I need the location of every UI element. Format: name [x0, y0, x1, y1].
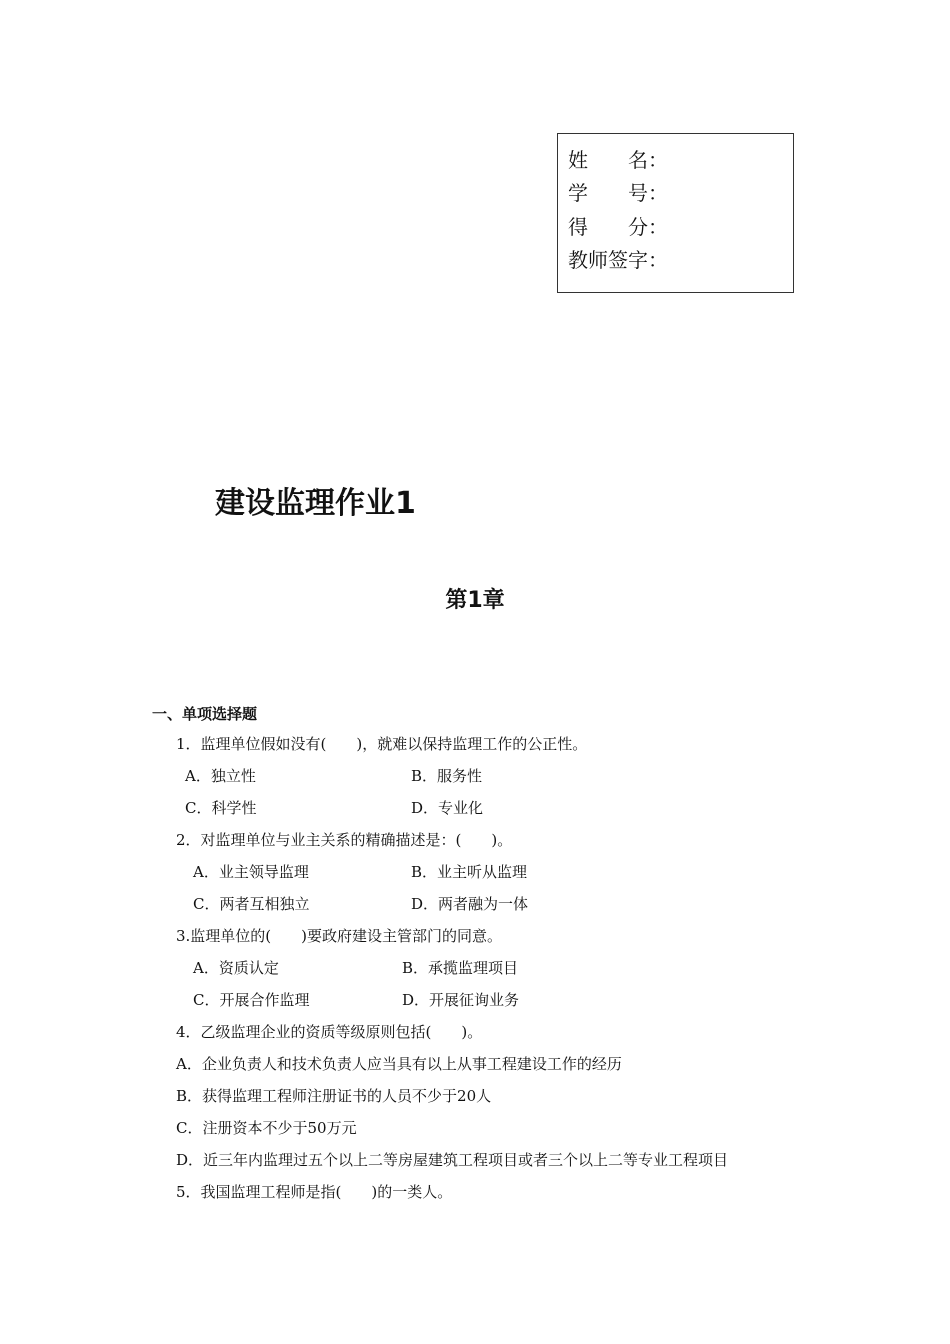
question-3-option-d: D．开展征询业务: [402, 991, 520, 1009]
question-2-option-b: B．业主听从监理: [411, 863, 528, 881]
name-label: 姓 名：: [568, 148, 668, 172]
score-label: 得 分：: [568, 215, 668, 239]
question-1-option-c: C．科学性: [185, 799, 257, 817]
question-2-option-a: A．业主领导监理: [193, 863, 309, 881]
question-3-option-c: C．开展合作监理: [193, 991, 310, 1009]
question-4-stem: 4．乙级监理企业的资质等级原则包括( )。: [176, 1023, 483, 1041]
question-3-option-a: A．资质认定: [193, 959, 279, 977]
question-2-stem: 2．对监理单位与业主关系的精确描述是：( )。: [176, 831, 513, 849]
student-id-label: 学 号：: [568, 181, 668, 205]
question-4-option-c: C．注册资本不少于50万元: [176, 1119, 357, 1137]
question-1-option-d: D．专业化: [411, 799, 484, 817]
question-2-option-d: D．两者融为一体: [411, 895, 529, 913]
question-4-option-d: D．近三年内监理过五个以上二等房屋建筑工程项目或者三个以上二等专业工程项目: [176, 1151, 729, 1169]
teacher-signature-label: 教师签字：: [568, 248, 668, 272]
question-3-option-b: B．承揽监理项目: [402, 959, 519, 977]
question-1-option-b: B．服务性: [411, 767, 483, 785]
question-1-stem: 1．监理单位假如没有( )，就难以保持监理工作的公正性。: [176, 735, 588, 753]
question-5-stem: 5．我国监理工程师是指( )的一类人。: [176, 1183, 453, 1201]
section-heading: 一、单项选择题: [152, 705, 258, 723]
question-1-option-a: A．独立性: [185, 767, 256, 785]
question-2-option-c: C．两者互相独立: [193, 895, 310, 913]
question-4-option-b: B．获得监理工程师注册证书的人员不少于20人: [176, 1087, 492, 1105]
chapter-heading: 第1章: [445, 588, 505, 613]
question-4-option-a: A．企业负责人和技术负责人应当具有以上从事工程建设工作的经历: [176, 1055, 622, 1073]
question-3-stem: 3.监理单位的( )要政府建设主管部门的同意。: [176, 927, 503, 945]
student-info-box: [557, 133, 794, 293]
document-title: 建设监理作业1: [215, 486, 416, 521]
